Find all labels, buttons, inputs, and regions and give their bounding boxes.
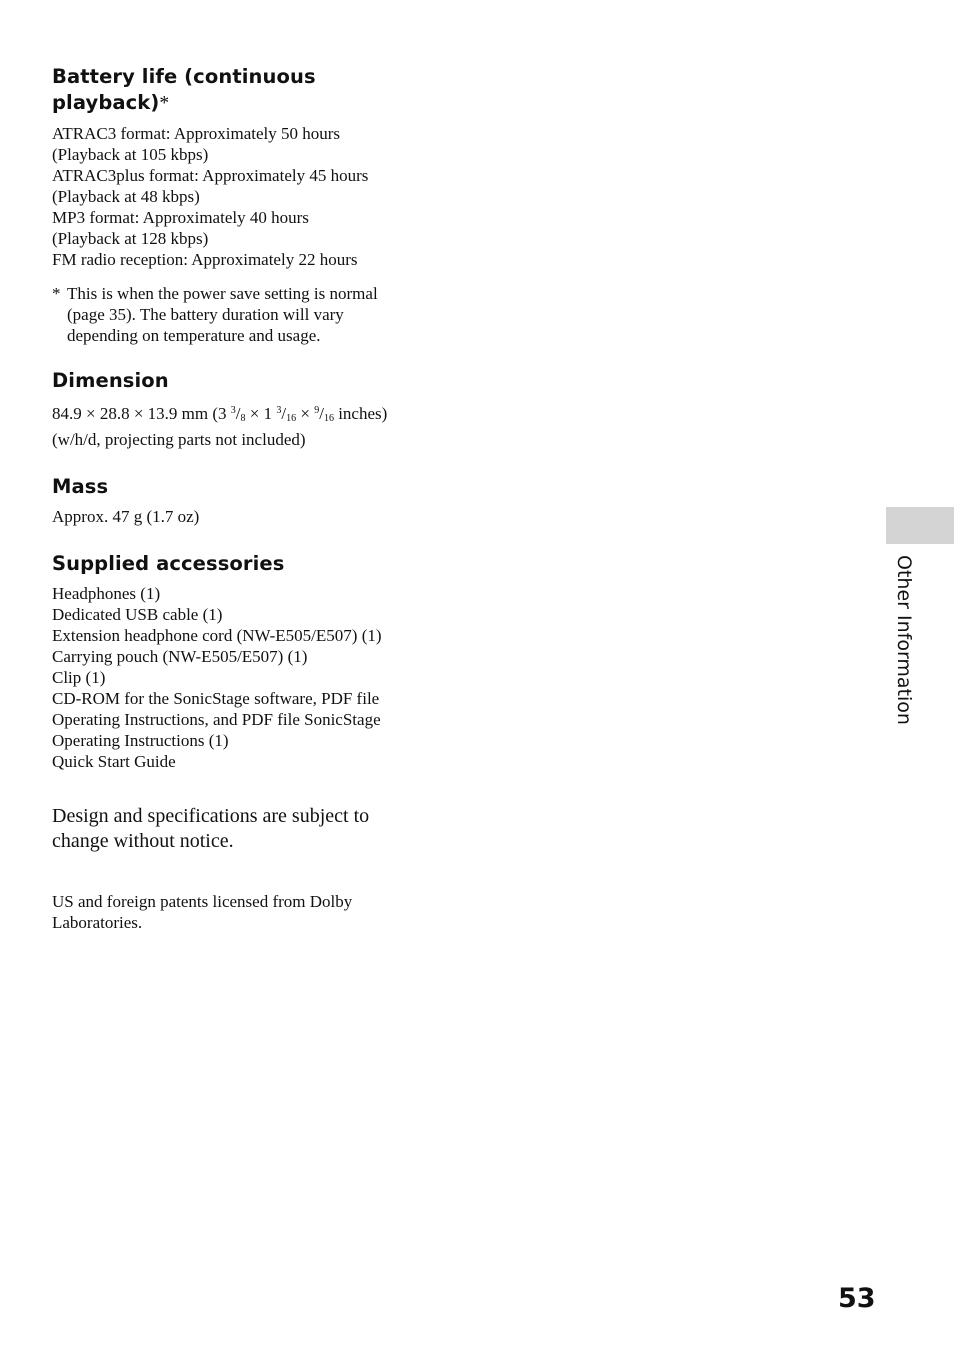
spec-column (52, 64, 432, 933)
accessory-item: Headphones (1) (52, 584, 161, 603)
battery-footnote (52, 283, 432, 346)
fraction-slash: / (235, 404, 241, 423)
fraction-denominator: 16 (323, 413, 334, 424)
battery-heading-asterisk: * (159, 93, 170, 114)
battery-heading-line1: Battery life (continuous (52, 65, 316, 88)
accessory-item: Quick Start Guide (52, 752, 176, 771)
battery-heading-line2: playback) (52, 91, 160, 114)
dimension-part: 84.9 × 28.8 × 13.9 mm (3 (52, 404, 231, 423)
battery-line: (Playback at 48 kbps) (52, 187, 200, 206)
footnote-line: This is when the power save setting is normal (67, 284, 378, 303)
dimension-part: inches) (333, 404, 388, 423)
patent-line: US and foreign patents licensed from Dolby (52, 892, 353, 911)
dimension-part: × 1 (245, 404, 277, 423)
fraction-slash: / (281, 404, 287, 423)
fraction-slash: / (319, 404, 324, 423)
mass-value: Approx. 47 g (1.7 oz) (52, 507, 200, 526)
notice-line: change without notice. (52, 830, 234, 852)
battery-line: ATRAC3 format: Approximately 50 hours (52, 124, 341, 143)
page-number: 53 (838, 1283, 876, 1314)
battery-life-list (52, 123, 432, 270)
section-tab-label: Other Information (893, 555, 915, 725)
patent-line: Laboratories. (52, 913, 143, 932)
accessory-item: Operating Instructions (1) (52, 731, 229, 750)
battery-line: ATRAC3plus format: Approximately 45 hours (52, 166, 369, 185)
accessory-item: CD-ROM for the SonicStage software, PDF file (52, 689, 380, 708)
accessory-item: Carrying pouch (NW-E505/E507) (1) (52, 647, 308, 666)
accessories-list (52, 583, 432, 772)
battery-line: FM radio reception: Approximately 22 hours (52, 250, 358, 269)
patent-notice (52, 891, 432, 933)
footnote-mark: * (52, 284, 61, 303)
accessory-item: Extension headphone cord (NW-E505/E507) (1) (52, 626, 382, 645)
accessories-heading: Supplied accessories (52, 552, 285, 575)
dimension-note: (w/h/d, projecting parts not included) (52, 430, 306, 449)
battery-line: (Playback at 128 kbps) (52, 229, 209, 248)
fraction-numerator: 9 (314, 405, 320, 416)
accessory-item: Clip (1) (52, 668, 106, 687)
section-tab-marker (886, 507, 954, 544)
battery-line: MP3 format: Approximately 40 hours (52, 208, 309, 227)
battery-line: (Playback at 105 kbps) (52, 145, 209, 164)
dimension-part: × (296, 404, 315, 423)
design-notice (52, 804, 432, 854)
battery-life-heading (52, 64, 432, 117)
fraction-denominator: 8 (240, 413, 246, 424)
dimension-heading: Dimension (52, 369, 169, 392)
notice-line: Design and specifications are subject to (52, 805, 370, 827)
accessory-item: Operating Instructions, and PDF file SonicStage (52, 710, 381, 729)
fraction-numerator: 3 (230, 405, 236, 416)
footnote-line: depending on temperature and usage. (67, 326, 321, 345)
footnote-line: (page 35). The battery duration will vary (67, 305, 344, 324)
mass-heading: Mass (52, 475, 109, 498)
fraction-denominator: 16 (286, 413, 297, 424)
fraction-numerator: 3 (276, 405, 282, 416)
accessory-item: Dedicated USB cable (1) (52, 605, 223, 624)
dimension-text (52, 400, 432, 450)
